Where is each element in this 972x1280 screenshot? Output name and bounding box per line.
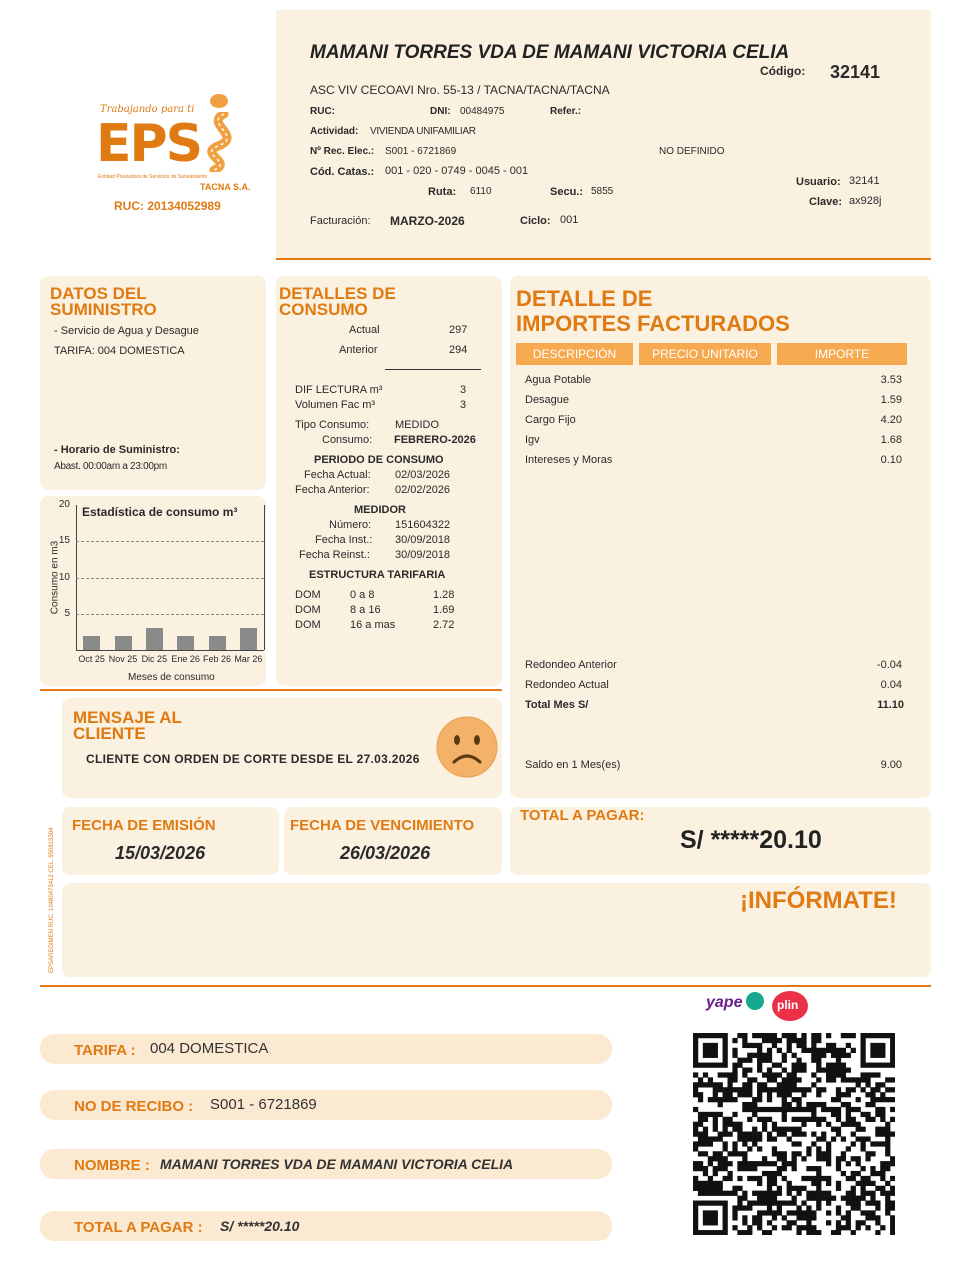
importes-title-1: DETALLE DE	[516, 286, 653, 311]
total-mes-value: 11.10	[877, 699, 904, 711]
clave-value: ax928j	[849, 195, 882, 207]
col-header-importe: IMPORTE	[777, 343, 907, 365]
yape-text: yape	[706, 994, 743, 1011]
footer-recibo-row	[40, 1090, 612, 1120]
numero-label: Número:	[329, 519, 372, 531]
numero-value: 151604322	[395, 519, 451, 531]
tarifa-row-2-precio: 1.69	[433, 604, 455, 616]
chart-xtick-1: Nov 25	[108, 654, 138, 664]
tipo-value: MEDIDO	[395, 419, 439, 431]
chart-gridline-2	[76, 578, 264, 579]
chart-x-axis	[76, 650, 264, 651]
chart-ytick-3: 5	[64, 607, 70, 619]
chart-xtick-5: Mar 26	[234, 654, 263, 664]
usuario-label: Usuario:	[796, 176, 841, 188]
redondeo-actual-value: 0.04	[880, 679, 902, 691]
actual-label: Actual	[349, 324, 380, 336]
consumo-value: FEBRERO-2026	[394, 434, 476, 446]
rec-elec-label: Nº Rec. Elec.:	[310, 146, 375, 157]
sad-face-icon	[436, 716, 498, 778]
chart-xtick-2: Dic 25	[141, 654, 168, 664]
chart-bar-4	[209, 636, 226, 651]
bottom-divider	[40, 985, 931, 987]
total-value: S/ *****20.10	[680, 826, 822, 854]
actividad-value: VIVIENDA UNIFAMILIAR	[370, 126, 476, 137]
chart-bar-5	[240, 628, 257, 650]
chart-bar-2	[146, 628, 163, 650]
fecha-inst-value: 30/09/2018	[395, 534, 451, 546]
chart-ytick-1: 15	[58, 535, 70, 547]
emision-value: 15/03/2026	[115, 843, 206, 863]
item-1-desc: Agua Potable	[525, 374, 592, 386]
suministro-tarifa: TARIFA: 004 DOMESTICA	[54, 345, 185, 357]
yape-logo	[706, 992, 764, 1016]
consumo-divider	[385, 369, 481, 370]
chart-ytick-2: 10	[58, 571, 70, 583]
logo-subtitle: Entidad Prestadora de Servicios de Saneamiento	[98, 174, 208, 180]
importes-title-2: IMPORTES FACTURADOS	[516, 311, 790, 336]
redondeo-anterior-label: Redondeo Anterior	[525, 659, 617, 671]
item-4-desc: Igv	[525, 434, 540, 446]
secu-value: 5855	[591, 186, 614, 197]
no-definido: NO DEFINIDO	[659, 146, 725, 157]
anterior-value: 294	[449, 344, 468, 356]
plin-text: plin	[777, 998, 799, 1012]
logo-letters: EPS	[96, 114, 202, 174]
footer-tarifa-row	[40, 1034, 612, 1064]
refer-label: Refer.:	[550, 106, 582, 117]
saldo-value: 9.00	[880, 759, 902, 771]
volumen-value: 3	[460, 399, 467, 411]
tarifa-row-3-tipo: DOM	[295, 619, 321, 631]
consumo-title-1: DETALLES DE	[279, 284, 396, 303]
col-header-precio: PRECIO UNITARIO	[639, 343, 771, 365]
anterior-label: Anterior	[339, 344, 378, 356]
ciclo-label: Ciclo:	[520, 215, 551, 227]
chart-xlabel: Meses de consumo	[128, 672, 215, 683]
footer-recibo-label: NO DE RECIBO :	[74, 1098, 194, 1115]
codigo-value: 32141	[830, 62, 881, 82]
footer-tarifa-value: 004 DOMESTICA	[150, 1040, 269, 1057]
ciclo-value: 001	[560, 214, 579, 226]
codigo-label: Código:	[760, 64, 806, 78]
footer-tarifa-label: TARIFA :	[74, 1042, 136, 1059]
horario-value: Abast. 00:00am a 23:00pm	[54, 461, 167, 472]
redondeo-anterior-value: -0.04	[876, 659, 902, 671]
fecha-reinst-label: Fecha Reinst.:	[299, 549, 370, 561]
suministro-servicio: - Servicio de Agua y Desague	[54, 325, 199, 337]
logo-city: TACNA S.A.	[200, 182, 251, 192]
logo-sun-icon	[210, 94, 228, 108]
col-header-descripcion: DESCRIPCIÓN	[516, 343, 633, 365]
item-4-importe: 1.68	[880, 434, 902, 446]
item-5-importe: 0.10	[880, 454, 902, 466]
tipo-label: Tipo Consumo:	[295, 419, 370, 431]
chart-gridline-3	[76, 614, 264, 615]
fecha-anterior-label: Fecha Anterior:	[295, 484, 370, 496]
cod-catas-label: Cód. Catas.:	[310, 166, 375, 178]
dni-value: 00484975	[460, 106, 505, 117]
emision-label: FECHA DE EMISIÓN	[72, 817, 216, 834]
fecha-anterior-value: 02/02/2026	[395, 484, 451, 496]
consumption-chart	[40, 496, 266, 686]
footer-nombre-label: NOMBRE :	[74, 1157, 150, 1174]
ruta-label: Ruta:	[428, 186, 457, 198]
redondeo-actual-label: Redondeo Actual	[525, 679, 609, 691]
rec-elec-value: S001 - 6721869	[385, 146, 457, 157]
footer-total-row	[40, 1211, 612, 1241]
fecha-actual-value: 02/03/2026	[395, 469, 451, 481]
item-2-importe: 1.59	[880, 394, 902, 406]
medidor-title: MEDIDOR	[354, 504, 406, 516]
chart-gridline-1	[76, 541, 264, 542]
volumen-label: Volumen Fac m³	[295, 399, 376, 411]
item-5-desc: Intereses y Moras	[525, 454, 613, 466]
consumo-title-2: CONSUMO	[279, 300, 368, 319]
horario-label: - Horario de Suministro:	[54, 444, 180, 456]
chart-bar-3	[177, 636, 194, 651]
dni-label: DNI:	[430, 106, 451, 117]
ruc-label: RUC:	[310, 106, 335, 117]
mensaje-title-2: CLIENTE	[73, 724, 146, 743]
mid-divider	[40, 689, 502, 691]
chart-ylabel: Consumo en m3	[49, 540, 61, 615]
header-divider	[276, 258, 931, 260]
mensaje-title-1: MENSAJE AL	[73, 708, 182, 727]
item-3-importe: 4.20	[880, 414, 902, 426]
tarifa-row-1-precio: 1.28	[433, 589, 455, 601]
chart-title: Estadística de consumo m³	[82, 505, 238, 519]
mensaje-text: CLIENTE CON ORDEN DE CORTE DESDE EL 27.03.2026	[86, 752, 420, 766]
logo-road-icon	[194, 112, 250, 172]
chart-xtick-4: Feb 26	[202, 654, 232, 664]
company-logo	[90, 92, 260, 212]
dif-label: DIF LECTURA m³	[295, 384, 383, 396]
vencimiento-label: FECHA DE VENCIMIENTO	[290, 817, 475, 834]
suministro-title-2: SUMINISTRO	[50, 300, 157, 319]
usuario-value: 32141	[849, 175, 880, 187]
tarifa-row-3-rango: 16 a mas	[350, 619, 396, 631]
facturacion-value: MARZO-2026	[390, 214, 465, 228]
actual-value: 297	[449, 324, 468, 336]
footer-nombre-value: MAMANI TORRES VDA DE MAMANI VICTORIA CELIA	[160, 1156, 514, 1172]
footer-recibo-value: S001 - 6721869	[210, 1096, 317, 1113]
chart-bar-1	[115, 636, 132, 651]
plin-logo	[772, 991, 808, 1021]
facturacion-label: Facturación:	[310, 215, 371, 227]
total-mes-label: Total Mes S/	[525, 699, 589, 711]
logo-ruc: RUC: 20134052989	[114, 199, 221, 213]
tarifa-row-3-precio: 2.72	[433, 619, 455, 631]
actividad-label: Actividad:	[310, 126, 359, 137]
fecha-inst-label: Fecha Inst.:	[315, 534, 373, 546]
tarifa-row-1-rango: 0 a 8	[350, 589, 375, 601]
chart-xtick-0: Oct 25	[78, 654, 105, 664]
tarifa-row-2-tipo: DOM	[295, 604, 321, 616]
yape-badge-icon	[746, 992, 764, 1010]
side-vertical-text: EPSAREGIMEN RUC. 10480473412 CEL. 950815304	[49, 827, 55, 973]
tarifa-row-2-rango: 8 a 16	[350, 604, 381, 616]
tarifa-row-1-tipo: DOM	[295, 589, 321, 601]
vencimiento-value: 26/03/2026	[340, 843, 431, 863]
footer-total-value: S/ *****20.10	[220, 1218, 300, 1234]
chart-ytick-0: 20	[58, 499, 70, 510]
footer-total-label: TOTAL A PAGAR :	[74, 1219, 203, 1236]
saldo-label: Saldo en 1 Mes(es)	[525, 759, 621, 771]
item-2-desc: Desague	[525, 394, 570, 406]
clave-label: Clave:	[809, 196, 843, 208]
ruta-value: 6110	[470, 186, 492, 197]
item-1-importe: 3.53	[880, 374, 902, 386]
address: ASC VIV CECOAVI Nro. 55-13 / TACNA/TACNA/TACNA	[310, 83, 610, 97]
qr-code[interactable]	[693, 1033, 895, 1235]
estructura-title: ESTRUCTURA TARIFARIA	[309, 569, 446, 581]
footer-nombre-row	[40, 1149, 612, 1179]
cod-catas-value: 001 - 020 - 0749 - 0045 - 001	[385, 165, 529, 177]
logo-tagline: Trabajando para ti	[100, 104, 195, 115]
chart-bar-0	[83, 636, 100, 651]
secu-label: Secu.:	[550, 186, 584, 198]
total-label: TOTAL A PAGAR:	[520, 807, 645, 824]
client-name: MAMANI TORRES VDA DE MAMANI VICTORIA CELIA	[310, 42, 790, 63]
fecha-reinst-value: 30/09/2018	[395, 549, 451, 561]
informate-title: ¡INFÓRMATE!	[740, 887, 897, 914]
suministro-title-1: DATOS DEL	[50, 284, 147, 303]
chart-xtick-3: Ene 26	[171, 654, 200, 664]
chart-right-axis	[264, 505, 265, 650]
dif-value: 3	[460, 384, 467, 396]
item-3-desc: Cargo Fijo	[525, 414, 576, 426]
consumo-label: Consumo:	[322, 434, 373, 446]
periodo-title: PERIODO DE CONSUMO	[314, 454, 444, 466]
fecha-actual-label: Fecha Actual:	[304, 469, 371, 481]
